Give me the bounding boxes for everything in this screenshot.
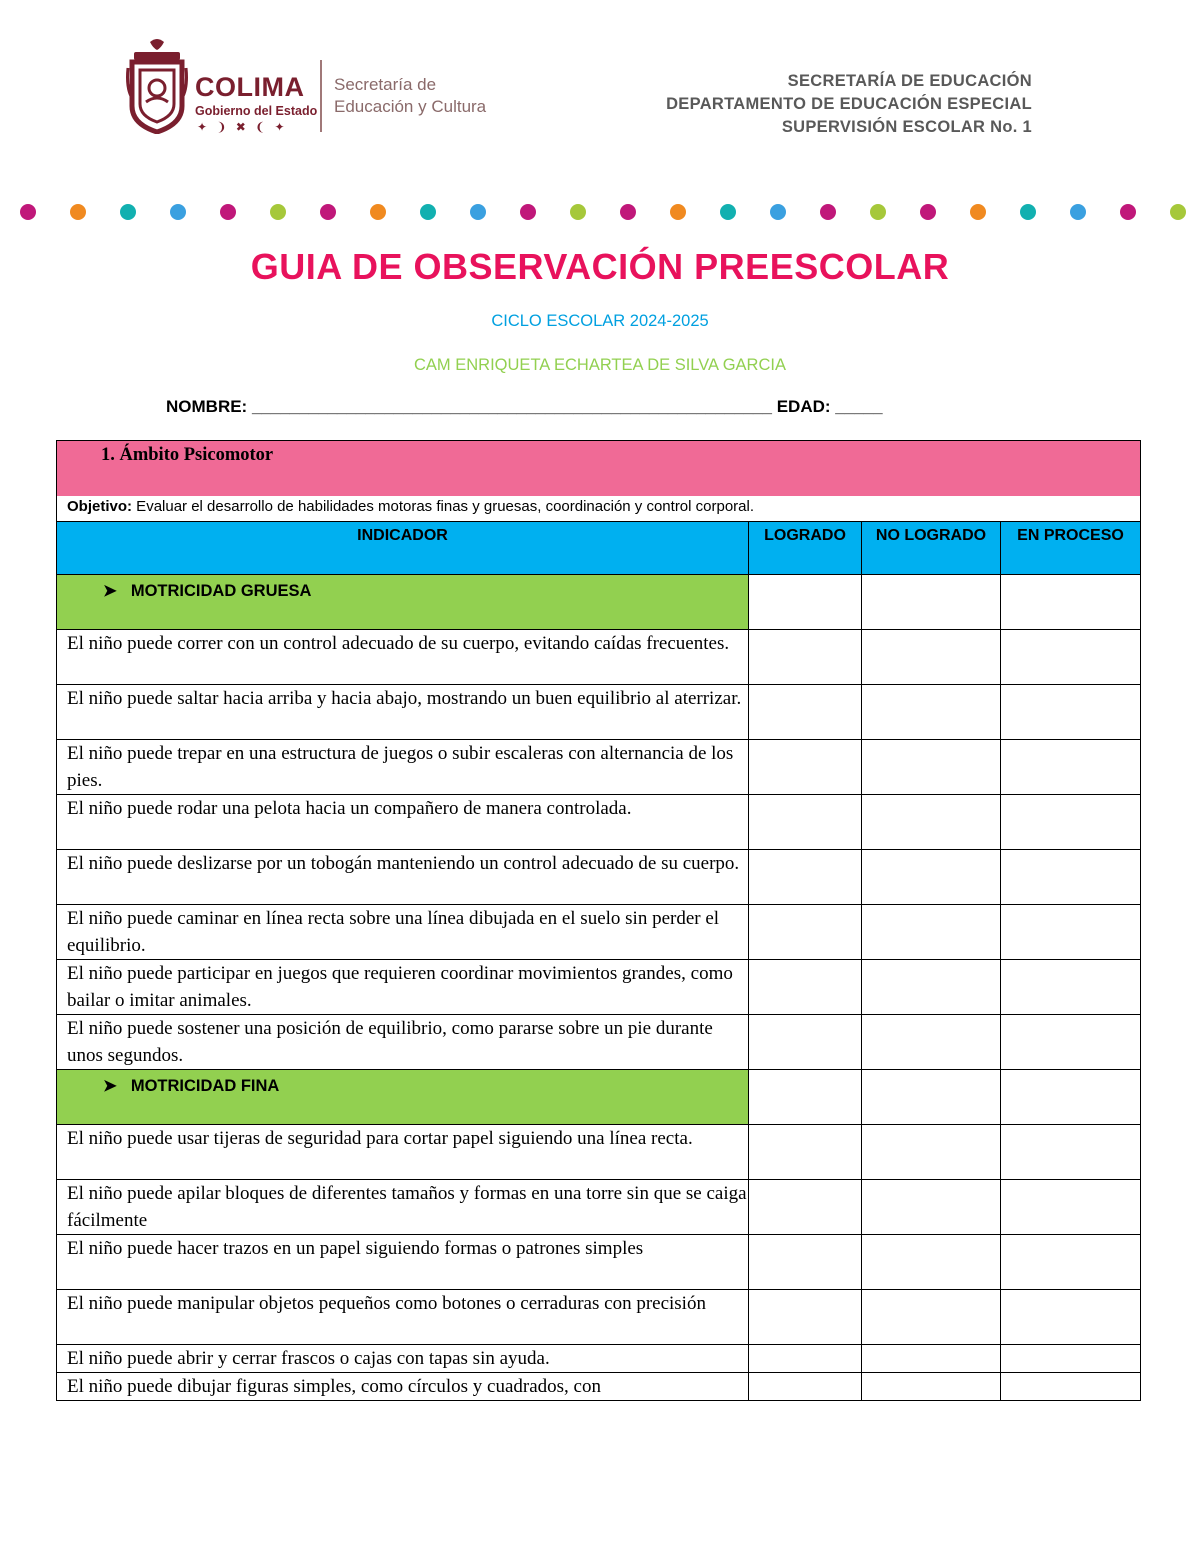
indicator-row (57, 1180, 1141, 1235)
nombre-field[interactable]: _______________________________________________________ (251, 397, 772, 416)
no-logrado-cell[interactable] (862, 740, 1001, 795)
no-logrado-cell[interactable] (862, 1180, 1001, 1235)
en-proceso-cell[interactable] (1001, 960, 1141, 1015)
no-logrado-cell[interactable] (862, 1125, 1001, 1180)
logo-subtitle: Gobierno del Estado (195, 104, 318, 118)
indicator-row (57, 740, 1141, 795)
no-logrado-cell[interactable] (862, 1235, 1001, 1290)
school-cycle: CICLO ESCOLAR 2024-2025 (491, 312, 709, 330)
ambito-header (57, 441, 1141, 497)
edad-field[interactable]: _____ (835, 397, 883, 416)
decorative-dot (220, 204, 236, 220)
arrow-bullet-icon: ➤ (103, 1077, 117, 1095)
decorative-dot (670, 204, 686, 220)
nombre-label: NOMBRE: (166, 397, 248, 416)
section-header (57, 575, 749, 630)
decorative-dot (470, 204, 486, 220)
logrado-cell[interactable] (749, 1235, 862, 1290)
decorative-dot (570, 204, 586, 220)
indicator-text: El niño puede saltar hacia arriba y hacia abajo, mostrando un buen equilibrio al aterrizar. (57, 685, 749, 740)
en-proceso-cell[interactable] (1001, 1373, 1141, 1401)
indicator-row (57, 1290, 1141, 1345)
logrado-cell[interactable] (749, 1125, 862, 1180)
logrado-cell[interactable] (749, 630, 862, 685)
no-logrado-cell[interactable] (862, 685, 1001, 740)
indicator-row (57, 1345, 1141, 1373)
arrow-bullet-icon: ➤ (103, 582, 117, 600)
en-proceso-cell[interactable] (1001, 740, 1141, 795)
indicator-row (57, 795, 1141, 850)
school-name: CAM ENRIQUETA ECHARTEA DE SILVA GARCIA (414, 356, 786, 374)
ambito-title: 1. Ámbito Psicomotor (101, 445, 274, 465)
logrado-cell[interactable] (749, 740, 862, 795)
section-header (57, 1070, 749, 1125)
logo-brand: COLIMA (195, 72, 305, 102)
logrado-cell[interactable] (749, 575, 862, 630)
indicator-text: El niño puede deslizarse por un tobogán manteniendo un control adecuado de su cuerpo. (57, 850, 749, 905)
en-proceso-cell[interactable] (1001, 1290, 1141, 1345)
header-institution (666, 70, 1032, 139)
edad-label: EDAD: (776, 397, 831, 416)
logo-secretaria (334, 74, 486, 118)
section-row (57, 1070, 1141, 1125)
decorative-dot (70, 204, 86, 220)
indicator-row (57, 1015, 1141, 1070)
en-proceso-cell[interactable] (1001, 1180, 1141, 1235)
no-logrado-cell[interactable] (862, 1015, 1001, 1070)
decorative-dot (20, 204, 36, 220)
decorative-dot (970, 204, 986, 220)
logo-secretaria-line1: Secretaría de (334, 75, 437, 94)
no-logrado-cell[interactable] (862, 1373, 1001, 1401)
indicator-row (57, 960, 1141, 1015)
section-label (57, 1070, 748, 1096)
indicator-text: El niño puede correr con un control adecuado de su cuerpo, evitando caídas frecuentes. (57, 630, 749, 685)
indicator-row (57, 850, 1141, 905)
no-logrado-cell[interactable] (862, 905, 1001, 960)
no-logrado-cell[interactable] (862, 1345, 1001, 1373)
indicator-row (57, 630, 1141, 685)
header-line-secretaria: SECRETARÍA DE EDUCACIÓN (787, 72, 1032, 90)
logrado-cell[interactable] (749, 850, 862, 905)
decorative-dot (1070, 204, 1086, 220)
column-header-logrado: LOGRADO (749, 522, 862, 575)
en-proceso-cell[interactable] (1001, 1345, 1141, 1373)
no-logrado-cell[interactable] (862, 1070, 1001, 1125)
indicator-text: El niño puede manipular objetos pequeños como botones o cerraduras con precisión (57, 1290, 749, 1345)
decorative-dot (270, 204, 286, 220)
indicator-text: El niño puede sostener una posición de equilibrio, como pararse sobre un pie durante unos segundos. (57, 1015, 749, 1070)
decorative-dot (770, 204, 786, 220)
logrado-cell[interactable] (749, 795, 862, 850)
indicator-row (57, 1235, 1141, 1290)
en-proceso-cell[interactable] (1001, 1015, 1141, 1070)
student-fields (166, 397, 883, 417)
header-line-departamento: DEPARTAMENTO DE EDUCACIÓN ESPECIAL (666, 95, 1032, 113)
en-proceso-cell[interactable] (1001, 905, 1141, 960)
colima-logo (126, 38, 487, 138)
section-title: MOTRICIDAD GRUESA (130, 582, 312, 600)
no-logrado-cell[interactable] (862, 850, 1001, 905)
observation-table (56, 440, 1141, 1401)
decorative-dot (170, 204, 186, 220)
no-logrado-cell[interactable] (862, 630, 1001, 685)
logrado-cell[interactable] (749, 685, 862, 740)
logrado-cell[interactable] (749, 1290, 862, 1345)
no-logrado-cell[interactable] (862, 960, 1001, 1015)
section-label (57, 575, 748, 601)
page-title: GUIA DE OBSERVACIÓN PREESCOLAR (250, 246, 950, 287)
indicator-text: El niño puede rodar una pelota hacia un compañero de manera controlada. (57, 795, 749, 850)
logrado-cell[interactable] (749, 905, 862, 960)
en-proceso-cell[interactable] (1001, 575, 1141, 630)
decorative-dot (870, 204, 886, 220)
en-proceso-cell[interactable] (1001, 850, 1141, 905)
decorative-dot (1020, 204, 1036, 220)
decorative-dot (420, 204, 436, 220)
no-logrado-cell[interactable] (862, 1290, 1001, 1345)
decorative-dot (120, 204, 136, 220)
decorative-dot-row (12, 200, 1188, 224)
indicator-row (57, 1125, 1141, 1180)
en-proceso-cell[interactable] (1001, 795, 1141, 850)
logrado-cell[interactable] (749, 1373, 862, 1401)
logrado-cell[interactable] (749, 1345, 862, 1373)
indicator-text: El niño puede trepar en una estructura de juegos o subir escaleras con alternancia de los pies. (57, 740, 749, 795)
decorative-dot (1120, 204, 1136, 220)
indicator-row (57, 1373, 1141, 1401)
column-header-no-logrado: NO LOGRADO (862, 522, 1001, 575)
indicator-text: El niño puede caminar en línea recta sobre una línea dibujada en el suelo sin perder el equilibrio. (57, 905, 749, 960)
indicator-text: El niño puede abrir y cerrar frascos o cajas con tapas sin ayuda. (57, 1345, 749, 1373)
indicator-text: El niño puede hacer trazos en un papel siguiendo formas o patrones simples (57, 1235, 749, 1290)
indicator-text: El niño puede participar en juegos que requieren coordinar movimientos grandes, como bailar o imitar animales. (57, 960, 749, 1015)
coat-of-arms-icon (126, 38, 188, 134)
objetivo-row (57, 496, 1141, 522)
decorative-dot (1170, 204, 1186, 220)
logrado-cell[interactable] (749, 1070, 862, 1125)
decorative-dot (520, 204, 536, 220)
logrado-cell[interactable] (749, 1180, 862, 1235)
column-header-en-proceso: EN PROCESO (1001, 522, 1141, 575)
decorative-dot (720, 204, 736, 220)
en-proceso-cell[interactable] (1001, 1125, 1141, 1180)
header-line-supervision: SUPERVISIÓN ESCOLAR No. 1 (781, 118, 1032, 136)
indicator-text: El niño puede dibujar figuras simples, como círculos y cuadrados, con (57, 1373, 749, 1401)
objetivo-label: Objetivo: (67, 498, 133, 515)
logrado-cell[interactable] (749, 1015, 862, 1070)
no-logrado-cell[interactable] (862, 575, 1001, 630)
section-row (57, 575, 1141, 630)
decorative-dot (620, 204, 636, 220)
logo-secretaria-line2: Educación y Cultura (334, 97, 487, 116)
en-proceso-cell[interactable] (1001, 1070, 1141, 1125)
logrado-cell[interactable] (749, 960, 862, 1015)
en-proceso-cell[interactable] (1001, 685, 1141, 740)
en-proceso-cell[interactable] (1001, 1235, 1141, 1290)
objetivo-text: Evaluar el desarrollo de habilidades motoras finas y gruesas, coordinación y control corporal. (132, 498, 755, 515)
decorative-dot (370, 204, 386, 220)
decorative-dot (320, 204, 336, 220)
no-logrado-cell[interactable] (862, 795, 1001, 850)
logo-ornament: ✦ ❩ ✖ ❨ ✦ (197, 120, 288, 134)
indicator-row (57, 685, 1141, 740)
decorative-dot (920, 204, 936, 220)
indicator-text: El niño puede usar tijeras de seguridad para cortar papel siguiendo una línea recta. (57, 1125, 749, 1180)
section-title: MOTRICIDAD FINA (130, 1077, 280, 1095)
indicator-text: El niño puede apilar bloques de diferentes tamaños y formas en una torre sin que se caiga fácilmente (57, 1180, 749, 1235)
decorative-dot (820, 204, 836, 220)
column-header-indicador: INDICADOR (57, 522, 749, 575)
en-proceso-cell[interactable] (1001, 630, 1141, 685)
indicator-row (57, 905, 1141, 960)
logo-divider (320, 60, 322, 132)
